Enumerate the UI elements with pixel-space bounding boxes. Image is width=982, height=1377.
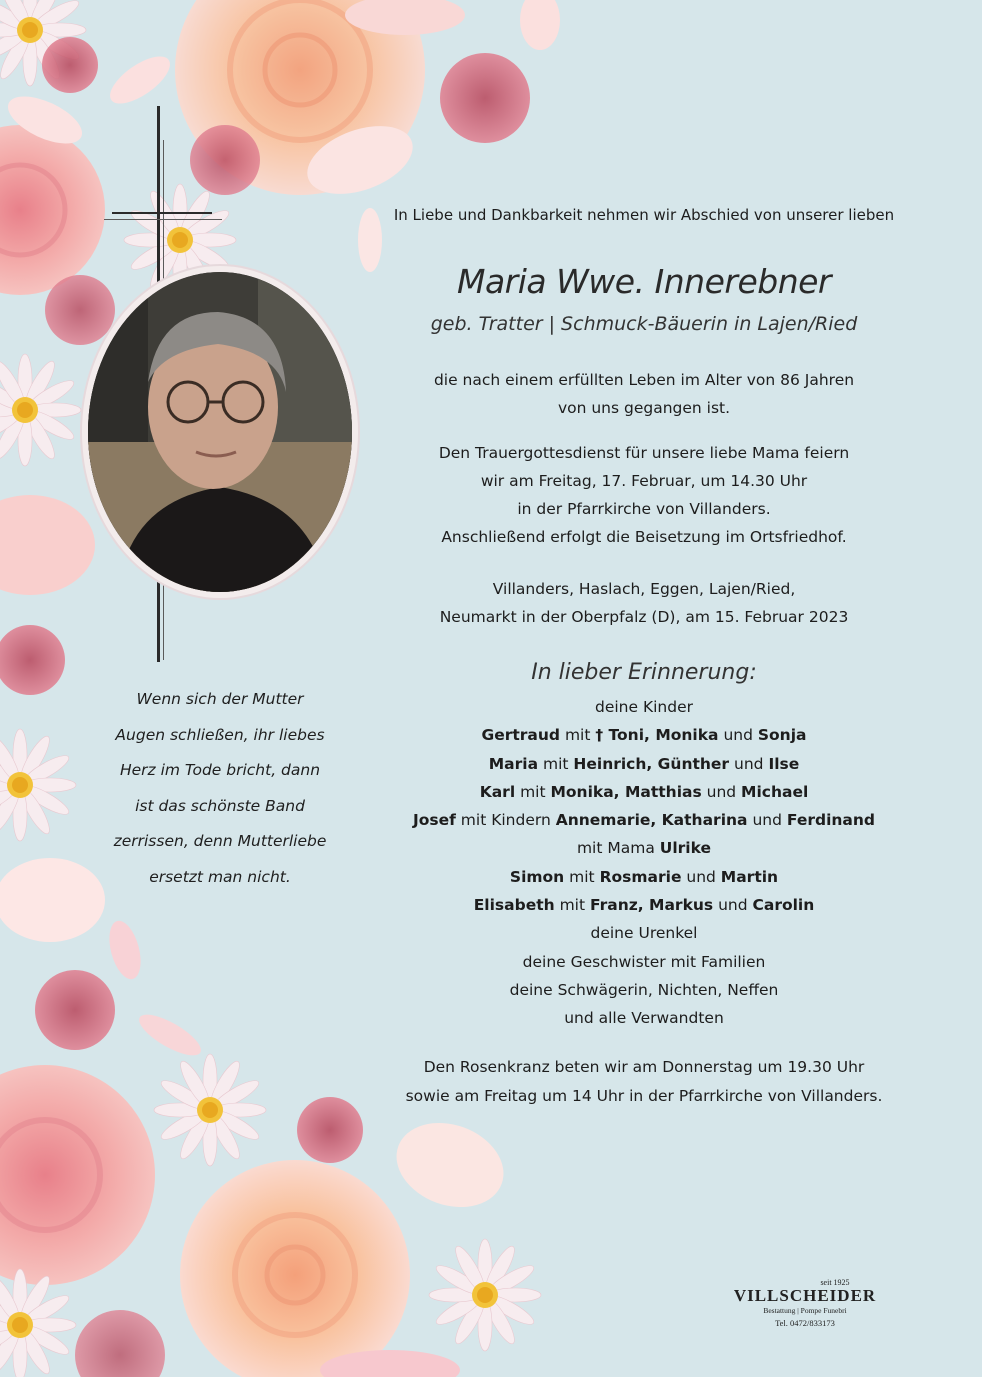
family-name: Franz, Markus [590,896,714,915]
deceased-subtitle: geb. Tratter | Schmuck-Bäuerin in Lajen/Ried [430,313,858,335]
funeral-home-logo [730,1278,880,1329]
family-connector: und [718,726,758,745]
family-name: Annemarie, Katharina [555,811,748,830]
family-line [392,778,896,806]
family-name: Ferdinand [786,811,876,830]
text-line: wir am Freitag, 17. Februar, um 14.30 Uhr [480,472,808,490]
family-connector: und [713,896,753,915]
family-line [392,693,896,721]
text-line: Den Trauergottesdienst für unsere liebe Mama feiern [438,444,850,462]
obituary-text [392,200,896,1111]
text-line: Villanders, Haslach, Eggen, Lajen/Ried, [492,580,796,598]
family-connector: und alle Verwandten [564,1009,724,1028]
family-name: Martin [720,867,779,886]
deceased-name: Maria Wwe. Innerebner [456,262,831,301]
paragraph-life [392,366,896,422]
family-name: Elisabeth [473,896,555,915]
family-name: Carolin [752,896,815,915]
family-connector: mit Mama [576,839,660,858]
poem-line: ersetzt man nicht. [149,867,291,886]
family-line [392,976,896,1004]
cross-horizontal-line [112,212,212,214]
family-connector: mit [515,782,551,801]
family-connector: und [747,811,787,830]
family-connector: mit Kindern [455,811,556,830]
family-line [392,863,896,891]
family-connector: und [729,754,769,773]
family-name: Ilse [768,754,800,773]
family-name: † Toni, Monika [595,726,719,745]
family-connector: deine Kinder [594,698,693,716]
memorial-poem [80,682,360,895]
poem-line: Herz im Tode bricht, dann [119,761,321,779]
family-connector: mit [538,754,574,773]
text-line: Neumarkt in der Oberpfalz (D), am 15. Februar 2023 [439,608,849,626]
family-name: Josef [412,811,456,830]
poem-line: ist das schönste Band [135,796,305,815]
family-connector: mit [564,867,600,886]
family-line [392,721,896,749]
text-line: Anschließend erfolgt die Beisetzung im Ortsfriedhof. [441,528,847,546]
family-line [392,891,896,919]
text-line: Den Rosenkranz beten wir am Donnerstag um 19.30 Uhr [423,1057,865,1076]
poem-line: Augen schließen, ihr liebes [115,725,325,744]
portrait-photo [88,272,352,592]
text-line: die nach einem erfüllten Leben im Alter von 86 Jahren [433,371,855,389]
family-name: Maria [488,754,539,773]
family-line [392,919,896,947]
paragraph-rosary [392,1053,896,1111]
family-name: Simon [509,867,565,886]
family-list [392,693,896,1033]
family-name: Heinrich, Günther [573,754,730,773]
family-connector: deine Urenkel [590,924,698,943]
text-line: in der Pfarrkirche von Villanders. [517,500,771,518]
family-name: Rosmarie [599,867,682,886]
family-name: Gertraud [481,726,561,745]
remembrance-heading: In lieber Erinnerung: [531,660,757,685]
cross-horizontal-line-thin [104,219,222,220]
logo-subtitle: Bestattung | Pompe Funebri [763,1306,847,1315]
poem-line: Wenn sich der Mutter [136,690,304,708]
family-name: Ulrike [659,839,712,858]
family-line [392,948,896,976]
paragraph-place-date [392,575,896,631]
logo-since: seit 1925 [820,1278,850,1287]
poem-line: zerrissen, denn Mutterliebe [113,832,327,850]
family-connector: und [681,867,721,886]
logo-phone: Tel. 0472/833173 [775,1318,835,1328]
family-line [392,834,896,862]
paragraph-funeral [392,439,896,551]
text-line: von uns gegangen ist. [557,399,731,417]
family-name: Michael [741,782,809,801]
intro-line: In Liebe und Dankbarkeit nehmen wir Abschied von unserer lieben [393,206,895,224]
text-line: sowie am Freitag um 14 Uhr in der Pfarrkirche von Villanders. [405,1086,883,1105]
family-name: Monika, Matthias [550,782,702,801]
family-line [392,806,896,834]
family-line [392,1004,896,1032]
family-name: Sonja [757,726,807,745]
family-connector: deine Geschwister mit Familien [522,952,766,971]
family-line [392,750,896,778]
family-name: Karl [479,782,516,801]
family-connector: mit [560,726,596,745]
family-connector: mit [554,896,590,915]
family-connector: deine Schwägerin, Nichten, Neffen [509,980,779,999]
family-connector: und [701,782,742,801]
logo-brand: VILLSCHEIDER [733,1286,877,1305]
